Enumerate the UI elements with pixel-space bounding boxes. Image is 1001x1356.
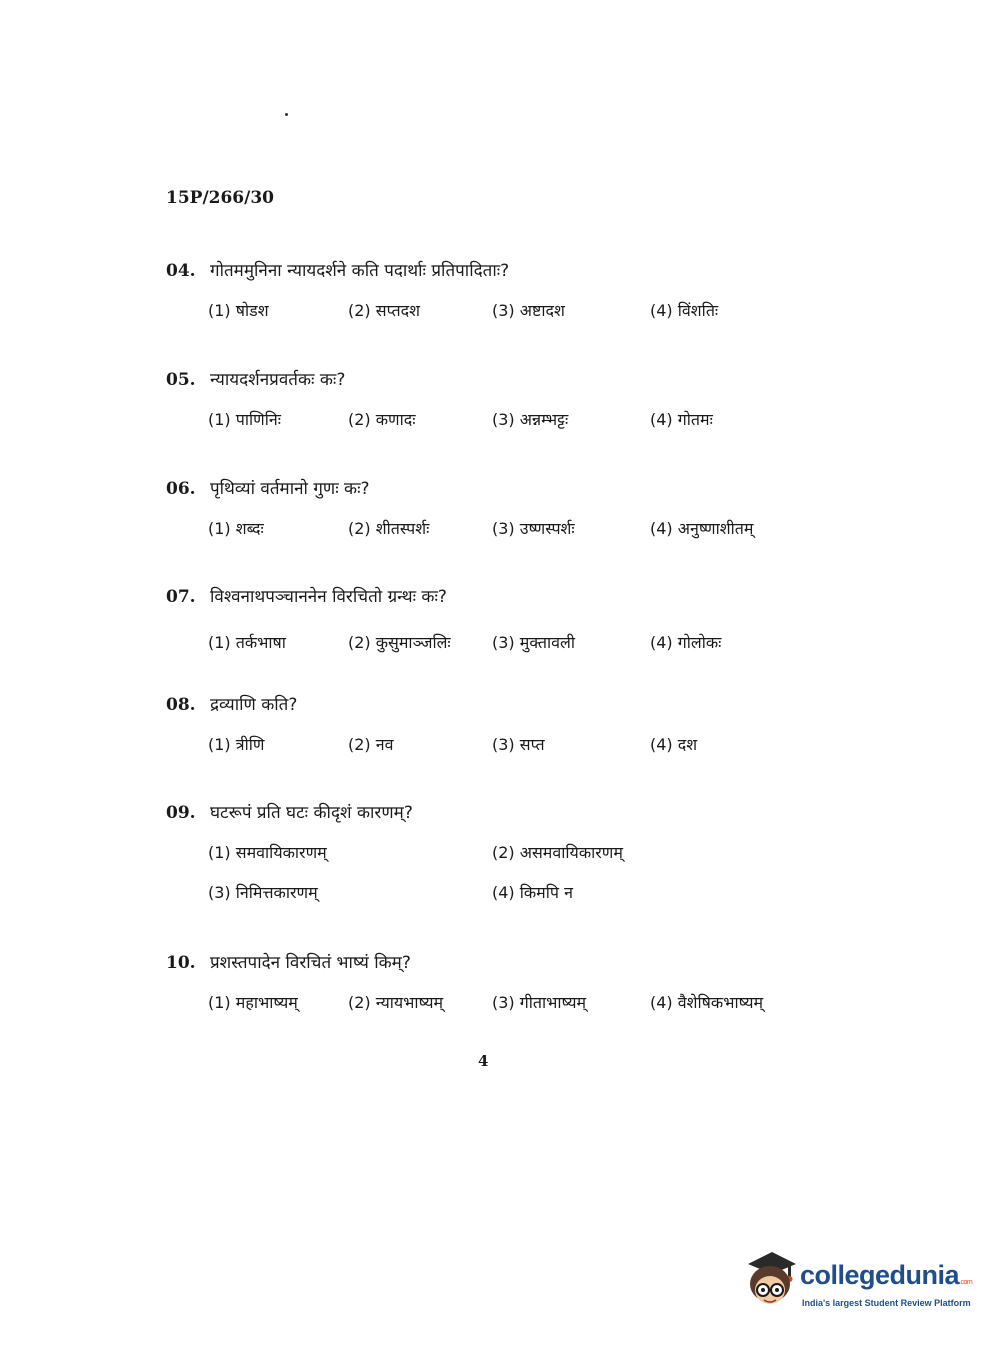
option-1: (1) त्रीणि <box>208 735 265 754</box>
question-09 <box>166 800 866 913</box>
option-3: (3) अष्टादश <box>492 301 565 320</box>
option-2: (2) असमवायिकारणम् <box>492 843 623 862</box>
option-4: (4) किमपि न <box>492 883 573 902</box>
question-04 <box>166 258 866 325</box>
option-3: (3) गीताभाष्यम् <box>492 993 587 1012</box>
question-text: घटरूपं प्रति घटः कीदृशं कारणम्? <box>210 803 413 823</box>
question-number: 08. <box>166 695 196 715</box>
question-06 <box>166 476 866 543</box>
option-2: (2) कणादः <box>348 410 416 429</box>
brand-name: collegedunia.com <box>800 1260 973 1290</box>
question-text: न्यायदर्शनप्रवर्तकः कः? <box>210 370 346 390</box>
mascot-icon <box>742 1250 800 1312</box>
question-number: 05. <box>166 370 196 390</box>
option-4: (4) वैशेषिकभाष्यम् <box>650 993 764 1012</box>
question-number: 07. <box>166 587 196 607</box>
option-2: (2) नव <box>348 735 394 754</box>
option-4: (4) गोलोकः <box>650 633 722 652</box>
question-text: प्रशस्तपादेन विरचितं भाष्यं किम्? <box>210 953 411 973</box>
question-text: विश्वनाथपञ्चाननेन विरचितो ग्रन्थः कः? <box>210 587 447 607</box>
option-4: (4) गोतमः <box>650 410 713 429</box>
option-4: (4) दश <box>650 735 698 754</box>
question-number: 04. <box>166 261 196 281</box>
speck-dot <box>285 113 288 116</box>
question-number: 09. <box>166 803 196 823</box>
option-1: (1) शब्दः <box>208 519 264 538</box>
option-1: (1) समवायिकारणम् <box>208 843 327 862</box>
option-2: (2) न्यायभाष्यम् <box>348 993 444 1012</box>
brand-tagline: India's largest Student Review Platform <box>802 1298 971 1308</box>
question-number: 10. <box>166 953 196 973</box>
option-3: (3) मुक्तावली <box>492 633 576 652</box>
question-08 <box>166 692 866 759</box>
page-number: 4 <box>478 1052 489 1070</box>
option-1: (1) तर्कभाषा <box>208 633 286 652</box>
question-text: गोतममुनिना न्यायदर्शने कति पदार्थाः प्रतिपादिताः? <box>210 261 510 281</box>
option-2: (2) शीतस्पर्शः <box>348 519 430 538</box>
option-1: (1) पाणिनिः <box>208 410 281 429</box>
brand-tld: .com <box>959 1279 973 1286</box>
question-10 <box>166 950 866 1017</box>
option-3: (3) अन्नम्भट्टः <box>492 410 569 429</box>
option-2: (2) कुसुमाञ्जलिः <box>348 633 451 652</box>
question-05 <box>166 367 866 434</box>
option-1: (1) महाभाष्यम् <box>208 993 298 1012</box>
collegedunia-logo <box>742 1250 972 1320</box>
question-text: द्रव्याणि कति? <box>210 695 298 715</box>
question-07 <box>166 584 866 657</box>
option-4: (4) अनुष्णाशीतम् <box>650 519 754 538</box>
option-3: (3) सप्त <box>492 735 545 754</box>
option-3: (3) उष्णस्पर्शः <box>492 519 575 538</box>
question-text: पृथिव्यां वर्तमानो गुणः कः? <box>210 479 370 499</box>
option-4: (4) विंशतिः <box>650 301 719 320</box>
question-number: 06. <box>166 479 196 499</box>
paper-code: 15P/266/30 <box>166 188 275 208</box>
option-1: (1) षोडश <box>208 301 269 320</box>
option-3: (3) निमित्तकारणम् <box>208 883 318 902</box>
option-2: (2) सप्तदश <box>348 301 420 320</box>
